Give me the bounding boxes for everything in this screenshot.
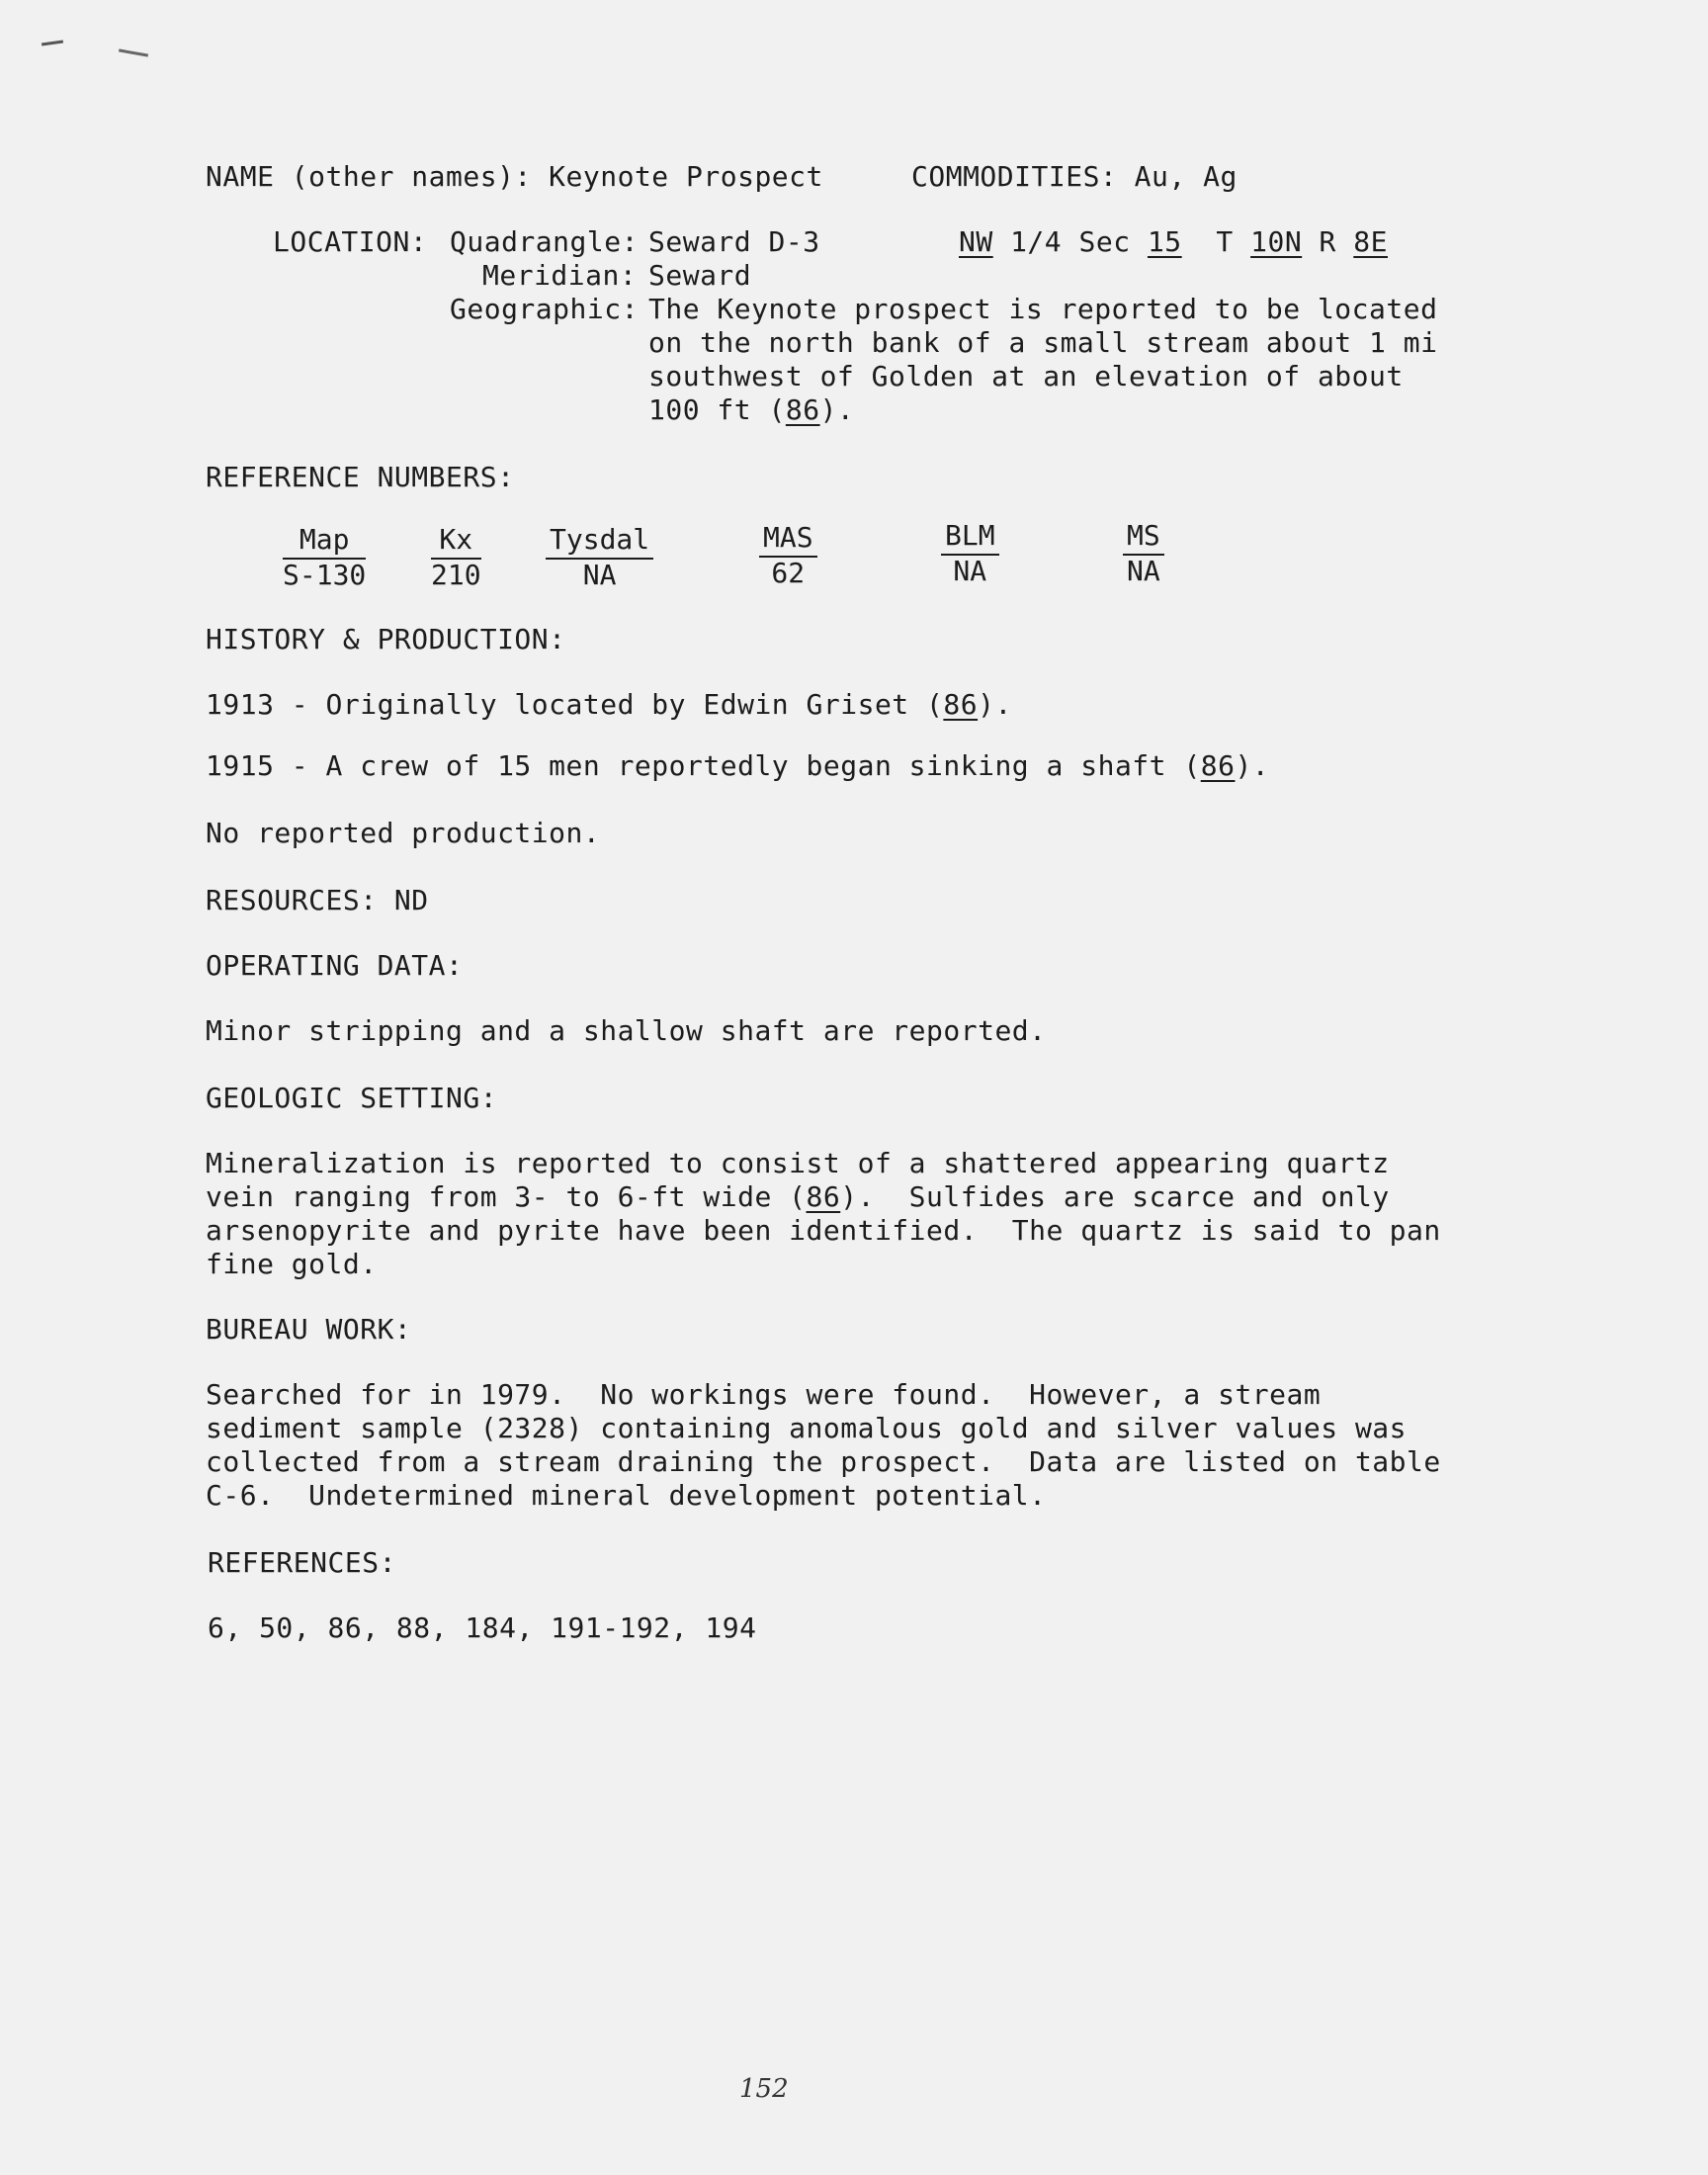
history-line — [206, 749, 1269, 783]
ref-value: NA — [582, 559, 617, 591]
range: 8E — [1353, 225, 1388, 258]
geographic-line: southwest of Golden at an elevation of about — [648, 360, 1404, 392]
geographic-line: on the north bank of a small stream about 1 mi — [648, 326, 1438, 359]
ref-ms — [1123, 520, 1164, 587]
history-text: ). — [978, 688, 1012, 721]
resources-line: RESOURCES: ND — [206, 884, 429, 916]
quarter: NW — [959, 225, 993, 258]
ref-value: 62 — [771, 557, 806, 589]
history-text: 1915 - A crew of 15 men reportedly began sinking a shaft ( — [206, 749, 1201, 782]
ref-value: 210 — [431, 559, 481, 591]
bureau-line: Searched for in 1979. No workings were found. However, a stream — [206, 1378, 1322, 1411]
citation-ref: 86 — [1200, 749, 1236, 782]
ref-head: Map — [283, 524, 366, 560]
geo-text: ). — [819, 393, 855, 426]
quadrangle-label: Quadrangle: — [450, 225, 639, 258]
name-line — [206, 160, 823, 194]
ref-value: S-130 — [283, 559, 367, 591]
scan-mark — [42, 40, 63, 45]
commodities-value: Au, Ag — [1134, 160, 1238, 193]
ref-head: MAS — [759, 522, 817, 558]
geologic-line — [206, 1180, 1390, 1214]
location-label: LOCATION: — [273, 225, 428, 258]
operating-label: OPERATING DATA: — [206, 949, 464, 982]
ref-blm — [941, 520, 999, 587]
township-label: T — [1216, 225, 1234, 258]
history-text: ). — [1235, 749, 1270, 782]
citation-ref: 86 — [943, 688, 979, 721]
range-label: R — [1319, 225, 1336, 258]
ref-head: Kx — [431, 524, 481, 560]
citation-ref: 86 — [806, 1180, 841, 1213]
name-label: NAME (other names): — [206, 160, 532, 193]
geologic-line: Mineralization is reported to consist of a shattered appearing quartz — [206, 1147, 1390, 1179]
bureau-line: collected from a stream draining the prospect. Data are listed on table — [206, 1445, 1441, 1478]
page-number: 152 — [739, 2074, 789, 2104]
geologic-line: arsenopyrite and pyrite have been identified. The quartz is said to pan — [206, 1214, 1441, 1247]
geo-text: 100 ft ( — [648, 393, 786, 426]
meridian-value: Seward — [648, 259, 752, 292]
history-line — [206, 688, 1012, 722]
ref-tysdal — [546, 524, 653, 591]
bureau-label: BUREAU WORK: — [206, 1313, 412, 1346]
ref-value: NA — [953, 555, 987, 587]
geologic-text: ). Sulfides are scarce and only — [840, 1180, 1390, 1213]
geographic-line — [648, 393, 854, 427]
ref-head: MS — [1123, 520, 1164, 556]
commodities-label: COMMODITIES: — [911, 160, 1118, 193]
meridian-label: Meridian: — [482, 259, 638, 292]
scan-mark — [119, 48, 148, 56]
geographic-line: The Keynote prospect is reported to be located — [648, 293, 1438, 325]
ref-map — [283, 524, 366, 591]
name-value: Keynote Prospect — [549, 160, 823, 193]
history-label: HISTORY & PRODUCTION: — [206, 623, 566, 655]
commodities-line — [911, 160, 1238, 194]
operating-text: Minor stripping and a shallow shaft are reported. — [206, 1014, 1047, 1047]
geologic-line: fine gold. — [206, 1248, 378, 1280]
geologic-label: GEOLOGIC SETTING: — [206, 1082, 498, 1114]
reference-numbers-label: REFERENCE NUMBERS: — [206, 461, 515, 493]
ref-head: BLM — [941, 520, 999, 556]
ref-head: Tysdal — [546, 524, 653, 560]
ref-mas — [759, 522, 817, 589]
ref-kx — [431, 524, 481, 591]
citation-ref: 86 — [785, 393, 820, 426]
production-line: No reported production. — [206, 817, 601, 849]
township: 10N — [1250, 225, 1303, 258]
geographic-label: Geographic: — [450, 293, 639, 325]
references-list: 6, 50, 86, 88, 184, 191-192, 194 — [208, 1611, 757, 1644]
bureau-line: sediment sample (2328) containing anomalous gold and silver values was — [206, 1412, 1408, 1444]
plss-line — [959, 225, 1388, 259]
quadrangle-value: Seward D-3 — [648, 225, 820, 258]
references-label: REFERENCES: — [208, 1546, 396, 1579]
section: 15 — [1147, 225, 1182, 258]
bureau-line: C-6. Undetermined mineral development potential. — [206, 1479, 1047, 1512]
geologic-text: vein ranging from 3- to 6-ft wide ( — [206, 1180, 807, 1213]
ref-value: NA — [1127, 555, 1160, 587]
history-text: 1913 - Originally located by Edwin Griset ( — [206, 688, 944, 721]
quarter-text: 1/4 Sec — [1010, 225, 1131, 258]
